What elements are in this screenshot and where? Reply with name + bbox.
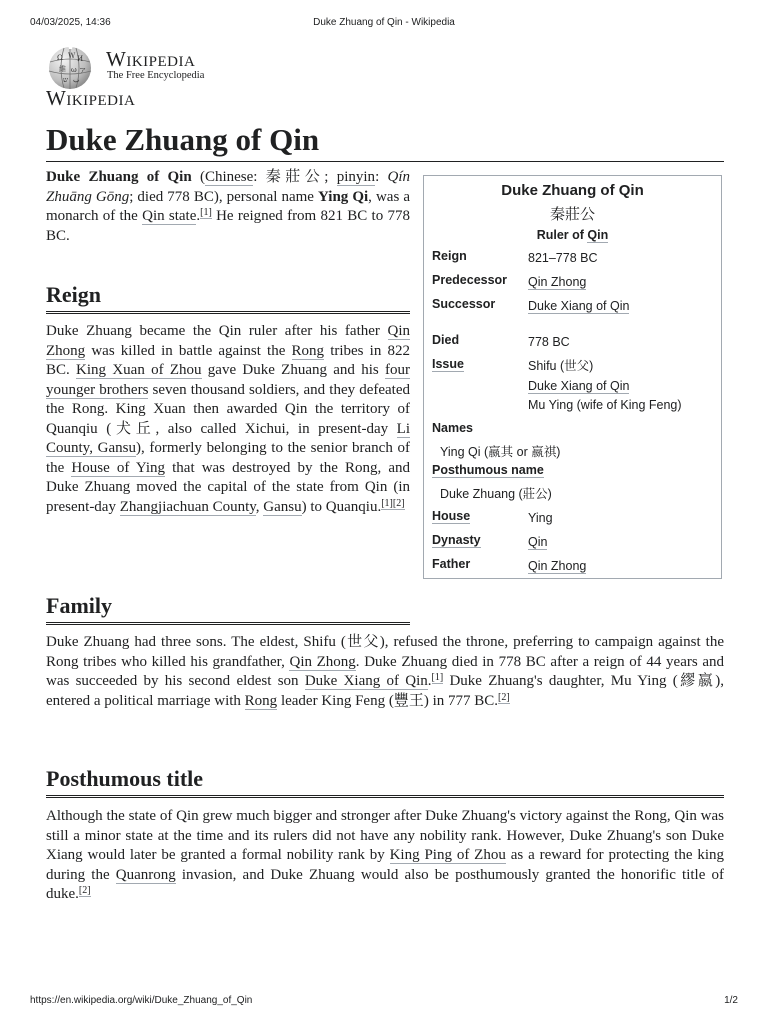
svg-text:Ω: Ω (57, 54, 63, 62)
text: ) to Quanqiu. (301, 498, 382, 515)
ref-2[interactable]: [2] (498, 691, 510, 703)
label-predecessor: Predecessor (432, 273, 508, 287)
link-quanrong[interactable]: Quanrong (115, 866, 176, 883)
link-chinese[interactable]: Chinese (204, 169, 254, 185)
text: , (255, 498, 264, 515)
svg-text:ب: ب (73, 76, 80, 84)
lead-text: , was a monarch of the (46, 188, 410, 224)
personal-name: Ying Qi (318, 188, 369, 205)
lead-died: ; died 778 BC), personal name (129, 188, 318, 205)
infobox-row-dynasty (432, 533, 713, 553)
family-heading: Family (46, 592, 410, 625)
infobox-title: Duke Zhuang of Qin (501, 182, 644, 199)
posthumous-paragraph (46, 807, 724, 905)
svg-text:ア: ア (79, 67, 86, 75)
link-king-xuan-of-zhou[interactable]: King Xuan of Zhou (76, 362, 202, 378)
link-qin[interactable]: Qin (587, 228, 609, 242)
text: seven thousand soldiers, and they defeated the Rong. King Xuan then awarded Qin the territory of Quanqiu (犬丘, also called Xichui, in present-day (46, 381, 410, 437)
reign-section (46, 322, 410, 517)
lead-section (46, 168, 410, 246)
wikipedia-wordmark: Wikipedia (106, 47, 196, 71)
link-li-county[interactable]: Li County, Gansu (46, 420, 410, 456)
infobox (423, 175, 722, 579)
text: as a reward for protecting the king during the (46, 847, 725, 883)
page-number: 1/2 (724, 995, 738, 1006)
svg-text:ש: ש (63, 76, 68, 84)
link-king-ping-of-zhou[interactable]: King Ping of Zhou (389, 847, 506, 863)
link-house-label[interactable]: House (432, 509, 471, 523)
pinyin-name: Qín Zhuāng Gōng (46, 169, 410, 205)
ref-1-2[interactable]: [1][2] (381, 497, 405, 509)
text: that was destroyed by the Rong, and Duke Zhuang moved the capital of the state from Qin (in present-day (46, 459, 410, 515)
wikipedia-wordmark-secondary: Wikipedia (46, 86, 136, 110)
page-title: Duke Zhuang of Qin (46, 120, 724, 162)
link-qin-zhong[interactable]: Qin Zhong (289, 653, 356, 670)
infobox-row-predecessor (432, 273, 713, 293)
value-died: 778 BC (528, 335, 570, 349)
link-predecessor[interactable]: Qin Zhong (528, 275, 587, 289)
wikipedia-tagline: The Free Encyclopedia (107, 70, 205, 81)
text: Although the state of Qin grew much bigger and stronger after Duke Zhuang's victory against the Rong, Qin was still a minor state at the time and its rulers did not have any nobility rank. However, Duke Zhuang's son Duke Xiang would later be granted a formal nobility rank by (46, 808, 724, 863)
text: tribes in 822 BC. (46, 342, 410, 378)
svg-text:И: И (77, 55, 84, 63)
issue-list (528, 357, 682, 416)
link-qin-state[interactable]: Qin state (142, 208, 197, 224)
text: . (427, 673, 432, 689)
value-reign: 821–778 BC (528, 251, 598, 265)
infobox-posthumous-value: Duke Zhuang (莊公) (440, 487, 552, 501)
infobox-row-died (432, 333, 713, 353)
text: Duke Zhuang had three sons. The eldest, Shifu (世父), refused the throne, preferring to campaign against the Rong tribes who killed his grandfather, (46, 634, 724, 670)
label-died: Died (432, 333, 460, 347)
text: was killed in battle against the (85, 342, 292, 359)
reign-paragraph (46, 322, 410, 517)
infobox-row-reign (432, 249, 713, 269)
svg-text:ω: ω (71, 66, 77, 74)
link-house-of-ying[interactable]: House of Ying (71, 459, 166, 476)
infobox-row-successor (432, 297, 713, 317)
label-successor: Successor (432, 297, 496, 311)
link-duke-xiang-of-qin[interactable]: Duke Xiang of Qin (528, 378, 630, 393)
lead-paragraph: Duke Zhuang of Qin (Chinese: 秦莊公; pinyin: Qín Zhuāng Gōng; died 778 BC), personal name Ying Qi, was a monarch of the Qin state.[1] He reigned from 821 BC to 778 BC. (46, 169, 410, 244)
label-father: Father (432, 557, 471, 571)
link-posthumous-name[interactable]: Posthumous name (432, 463, 544, 477)
infobox-native-name: 秦莊公 (549, 206, 595, 223)
issue-item: Mu Ying (wife of King Feng) (528, 398, 682, 412)
infobox-names-label: Names (432, 421, 473, 435)
link-four-younger-brothers[interactable]: four younger brothers (46, 362, 410, 398)
text: ), formerly belonging to the senior branch of the (46, 440, 411, 476)
reign-heading: Reign (46, 281, 410, 314)
link-issue-label[interactable]: Issue (432, 357, 464, 371)
link-father[interactable]: Qin Zhong (528, 559, 587, 573)
link-dynasty-value[interactable]: Qin (528, 535, 548, 549)
ref-2[interactable]: [2] (78, 885, 91, 896)
infobox-ruler-of (424, 228, 721, 242)
infobox-row-issue (432, 357, 713, 417)
posthumous-heading: Posthumous title (46, 765, 724, 798)
lead-text-end: He reigned from 821 BC to 778 BC. (46, 208, 410, 244)
link-qin-zhong[interactable]: Qin Zhong (46, 323, 410, 359)
print-title: Duke Zhuang of Qin - Wikipedia (313, 17, 455, 28)
link-dynasty-label[interactable]: Dynasty (432, 533, 481, 547)
infobox-names-value: Ying Qi (嬴其 or 嬴祺) (440, 445, 561, 459)
text: gave Duke Zhuang and his (201, 362, 385, 378)
print-date: 04/03/2025, 14:36 (30, 17, 111, 28)
lead-subject: Duke Zhuang of Qin (46, 169, 192, 185)
posthumous-section-header (46, 765, 724, 798)
issue-item: Shifu (世父) (528, 359, 594, 373)
text: Duke Zhuang became the Qin ruler after his father (46, 323, 388, 339)
link-duke-xiang-of-qin[interactable]: Duke Xiang of Qin (304, 673, 428, 689)
svg-text:維: 維 (59, 65, 66, 73)
text: invasion, and Duke Zhuang would also be posthumously granted the honorific title of duke. (46, 866, 724, 902)
text: Duke Zhuang's daughter, Mu Ying (繆嬴), entered a political marriage with (46, 673, 725, 709)
posthumous-section (46, 807, 724, 905)
print-url: https://en.wikipedia.org/wiki/Duke_Zhuang_of_Qin (30, 995, 253, 1006)
link-gansu[interactable]: Gansu (263, 498, 302, 515)
ruler-prefix: Ruler of (536, 228, 588, 242)
link-rong[interactable]: Rong (291, 342, 325, 359)
link-pinyin[interactable]: pinyin (336, 169, 376, 185)
link-successor[interactable]: Duke Xiang of Qin (528, 299, 630, 313)
chinese-name: 秦莊公 (265, 169, 325, 185)
link-zhangjiachuan-county[interactable]: Zhangjiachuan County (119, 498, 256, 515)
value-house: Ying (528, 511, 553, 525)
infobox-row-house (432, 509, 713, 529)
ref-1[interactable]: [1] (200, 207, 212, 218)
ref-1[interactable]: [1] (431, 672, 444, 683)
label-reign: Reign (432, 249, 467, 263)
family-section-header (46, 592, 410, 625)
family-paragraph (46, 633, 724, 711)
wikipedia-globe-icon (46, 44, 94, 90)
svg-text:W: W (68, 52, 76, 60)
reign-section-header (46, 281, 410, 314)
link-rong[interactable]: Rong (244, 692, 278, 709)
family-section (46, 633, 724, 711)
text: . Duke Zhuang died in 778 BC after a reign of 44 years and was succeeded by his second eldest son (46, 653, 724, 689)
infobox-row-father (432, 557, 713, 577)
text: leader King Feng (豐王) in 777 BC. (277, 692, 498, 709)
